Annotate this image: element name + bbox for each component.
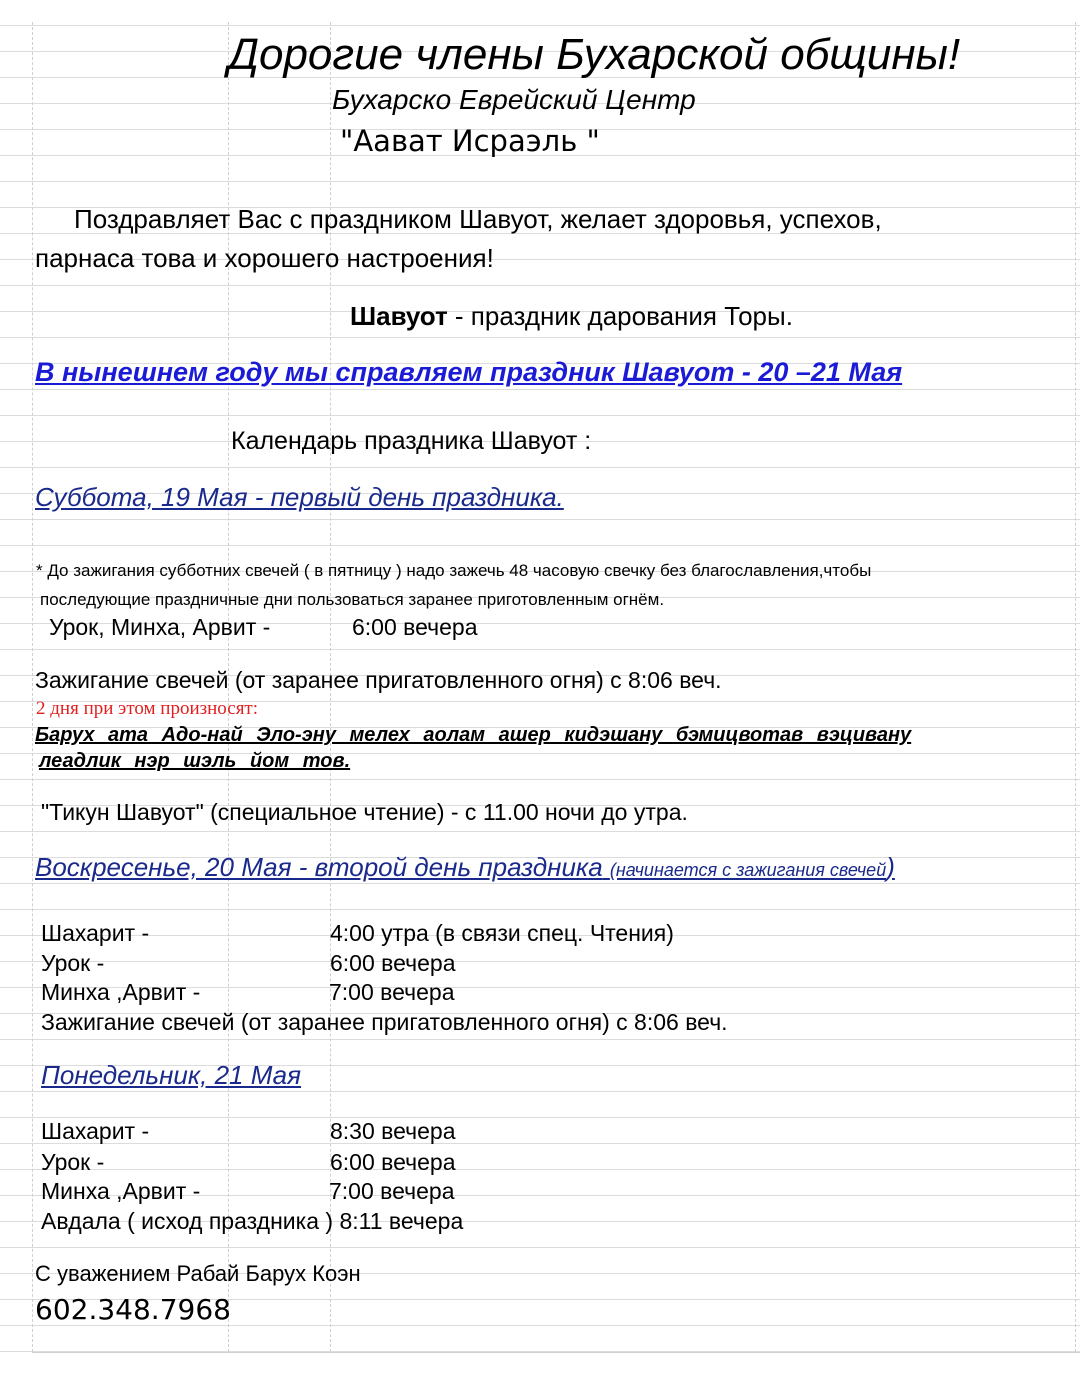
candle-note-line-1: * До зажигания субботних свечей ( в пятницу ) надо зажечь 48 часовую свечку без благославления,чтобы	[36, 561, 872, 580]
tikun-shavuot: "Тикун Шавуот" (специальное чтение) - с 11.00 ночи до утра.	[41, 799, 688, 825]
grid-column-line	[1075, 22, 1076, 1352]
day2-row-label: Минха ,Арвит -	[41, 979, 201, 1005]
day3-row-label: Шахарит -	[41, 1118, 150, 1144]
shavuot-definition	[350, 303, 793, 329]
day2-candle-lighting: Зажигание свечей (от заранее пригатовленного огня) с 8:06 веч.	[41, 1009, 728, 1035]
day2-row-label: Урок -	[41, 950, 105, 976]
blessing-line-1: Барух ата Адо-най Эло-эну мелех аолам ашер кидэшану бэмицвотав вэцивану	[35, 724, 912, 746]
day3-row-time: 7:00 вечера	[329, 1178, 455, 1204]
day2-row-time: 7:00 вечера	[329, 979, 455, 1005]
greeting-line-2: парнаса това и хорошего настроения!	[35, 243, 494, 273]
signature: С уважением Рабай Барух Коэн	[35, 1261, 361, 1286]
shavuot-term: Шавуот	[350, 301, 448, 331]
day1-heading[interactable]: Суббота, 19 Мая - первый день праздника.	[35, 482, 564, 512]
day1-candle-lighting: Зажигание свечей (от заранее пригатовленного огня) с 8:06 веч.	[35, 667, 722, 693]
day1-service-row	[49, 614, 478, 640]
phone-number: 602.348.7968	[35, 1293, 231, 1326]
day2-row-time: 4:00 утра (в связи спец. Чтения)	[330, 920, 674, 946]
blessing-line-2: леадлик нэр шэль йом тов.	[39, 750, 351, 772]
grid-column-line	[32, 22, 33, 1352]
calendar-heading: Календарь праздника Шавуот :	[231, 427, 592, 455]
top-margin	[0, 0, 1080, 22]
day2-heading-main: Воскресенье, 20 Мая - второй день праздника	[35, 852, 603, 882]
page-title: Дорогие члены Бухарской общины!	[228, 30, 961, 79]
havdala-time: Авдала ( исход праздника ) 8:11 вечера	[41, 1208, 464, 1234]
center-name: "Аават Исраэль "	[340, 124, 600, 158]
day1-service-time: 6:00 вечера	[352, 614, 478, 640]
center-subtitle: Бухарско Еврейский Центр	[332, 84, 696, 115]
day2-heading-close: )	[886, 852, 895, 882]
day3-row-time: 8:30 вечера	[330, 1118, 456, 1144]
day2-heading-note: (начинается с зажигания свечей	[609, 860, 887, 880]
day3-row-label: Урок -	[41, 1149, 105, 1175]
blessing-note: 2 дня при этом произносят:	[36, 698, 259, 719]
day3-heading[interactable]: Понедельник, 21 Мая	[41, 1060, 302, 1090]
day2-row-time: 6:00 вечера	[330, 950, 456, 976]
candle-note-line-2: последующие праздничные дни пользоваться заранее приготовленным огнём.	[40, 590, 665, 609]
day3-row-label: Минха ,Арвит -	[41, 1178, 201, 1204]
bottom-margin	[0, 1353, 1080, 1398]
day1-service-label: Урок, Минха, Арвит -	[49, 614, 271, 640]
shavuot-definition-rest: - праздник дарования Торы.	[447, 301, 793, 331]
holiday-dates-link[interactable]: В нынешнем году мы справляем праздник Шавуот - 20 –21 Мая	[35, 357, 903, 387]
day2-row-label: Шахарит -	[41, 920, 150, 946]
day3-row-time: 6:00 вечера	[330, 1149, 456, 1175]
grid-bottom-line	[32, 1352, 1080, 1353]
day2-heading[interactable]	[35, 854, 895, 880]
greeting-line-1: Поздравляет Вас с праздником Шавуот, желает здоровья, успехов,	[74, 204, 882, 234]
